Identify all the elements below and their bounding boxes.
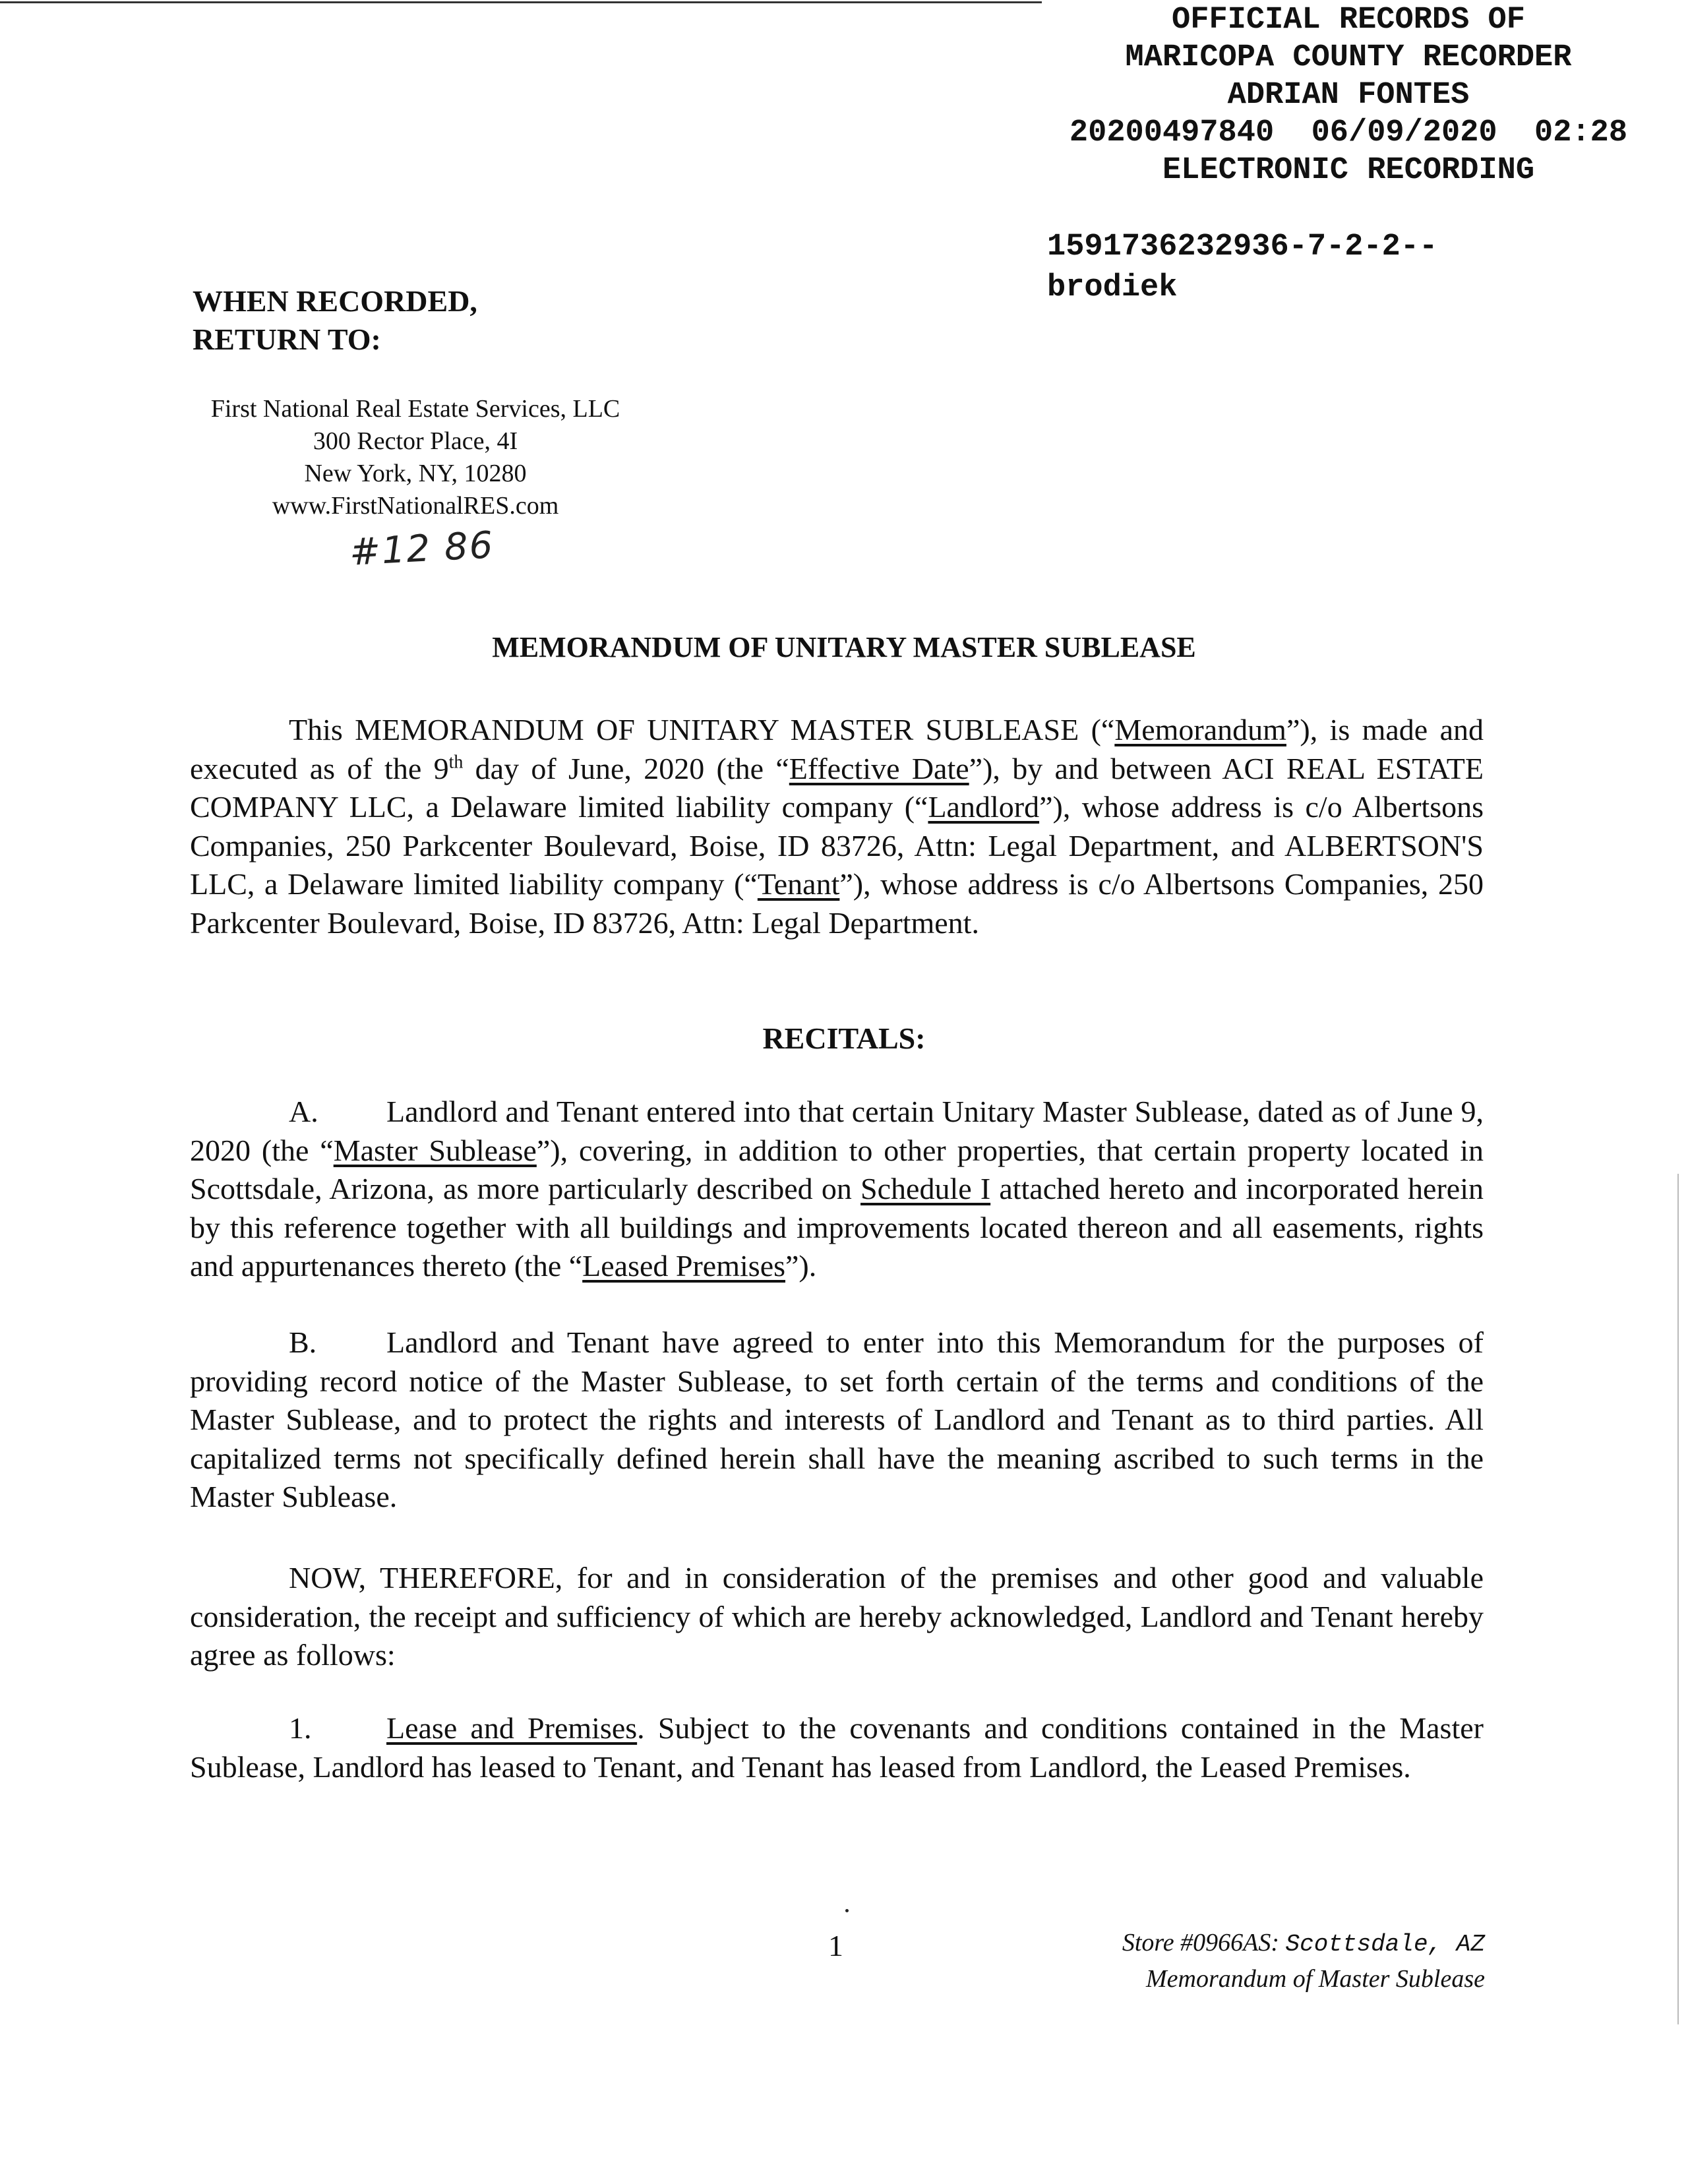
footer-doc-line: Memorandum of Master Sublease (1146, 1965, 1485, 1993)
term-effective-date: Effective Date (789, 751, 969, 785)
stamp-line-1: OFFICIAL RECORDS OF (1172, 3, 1525, 38)
recording-id (1047, 227, 1437, 309)
page-number: 1 (828, 1929, 843, 1962)
term-memorandum: Memorandum (1114, 713, 1286, 746)
footer-dot (845, 1909, 849, 1912)
when-recorded-line-1: WHEN RECORDED, (193, 284, 477, 318)
handwritten-number: #12 86 (348, 524, 495, 574)
stamp-line-3: ADRIAN FONTES (1227, 78, 1470, 113)
stamp-line-5: ELECTRONIC RECORDING (1162, 153, 1535, 188)
top-rule (0, 1, 1042, 3)
term-master-sublease: Master Sublease (333, 1133, 537, 1167)
recorder-stamp (1015, 1, 1681, 189)
intro-paragraph: This MEMORANDUM OF UNITARY MASTER SUBLEASE (“Memorandum”), is made and executed as of the 9th day of June, 2020 (the “Effective Date”), by and between ACI REAL ESTATE COMPANY LLC, a Delaware limited liability company (“Landlord”), whose address is c/o Albertsons Companies, 250 Parkcenter Boulevard, Boise, ID 83726, Attn: Legal Department, and ALBERTSON'S LLC, a Delaware limited liability company (“Tenant”), whose address is c/o Albertsons Companies, 250 Parkcenter Boulevard, Boise, ID 83726, Attn: Legal Department. (190, 713, 1484, 940)
stamp-line-2: MARICOPA COUNTY RECORDER (1125, 40, 1572, 75)
term-leased-premises: Leased Premises (582, 1249, 786, 1283)
term-schedule-i: Schedule I (860, 1172, 991, 1205)
return-address (178, 393, 653, 522)
now-therefore-paragraph: NOW, THEREFORE, for and in consideration of the premises and other good and valuable consideration, the receipt and sufficiency of which are hereby acknowledged, Landlord and Tenant hereby agree as follows: (190, 1561, 1484, 1672)
stamp-line-4: 20200497840 06/09/2020 02:28 (1069, 115, 1628, 150)
return-city: New York, NY, 10280 (304, 460, 527, 487)
when-recorded-line-2: RETURN TO: (193, 322, 381, 356)
recording-id-line-2: brodiek (1047, 270, 1178, 305)
recital-b: B. Landlord and Tenant have agreed to enter into this Memorandum for the purposes of providing record notice of the Master Sublease, to set forth certain of the terms and conditions of the Master Sublease, and to protect the rights and interests of Landlord and Tenant as to third parties. All capitalized terms not specifically defined herein shall have the meaning ascribed to such terms in the Master Sublease. (190, 1325, 1484, 1513)
return-company: First National Real Estate Services, LLC (210, 395, 620, 423)
recitals-heading: RECITALS: (762, 1021, 926, 1055)
term-landlord: Landlord (928, 790, 1040, 824)
term-tenant: Tenant (757, 867, 840, 901)
footer-store-line: Store #0966AS: Scottsdale, AZ (1122, 1929, 1485, 1958)
when-recorded-heading (193, 282, 477, 359)
section-1-heading: Lease and Premises (386, 1711, 638, 1745)
document-title: MEMORANDUM OF UNITARY MASTER SUBLEASE (492, 631, 1196, 663)
footer-reference (989, 1926, 1485, 1996)
scan-edge-line (1677, 1174, 1679, 2024)
section-1: 1. Lease and Premises. Subject to the covenants and conditions contained in the Master Sublease, Landlord has leased to Tenant, and Tenant has leased from Landlord, the Leased Premises. (190, 1711, 1484, 1784)
return-street: 300 Rector Place, 4I (313, 427, 518, 455)
return-website: www.FirstNationalRES.com (272, 492, 559, 520)
recording-id-line-1: 1591736232936-7-2-2-- (1047, 229, 1438, 264)
recital-a: A. Landlord and Tenant entered into that certain Unitary Master Sublease, dated as of June 9, 2020 (the “Master Sublease”), covering, in addition to other properties, that certain property located in Scottsdale, Arizona, as more particularly described on Schedule I attached hereto and incorporated herein by this reference together with all buildings and improvements located thereon and all easements, rights and appurtenances thereto (the “Leased Premises”). (190, 1095, 1484, 1283)
